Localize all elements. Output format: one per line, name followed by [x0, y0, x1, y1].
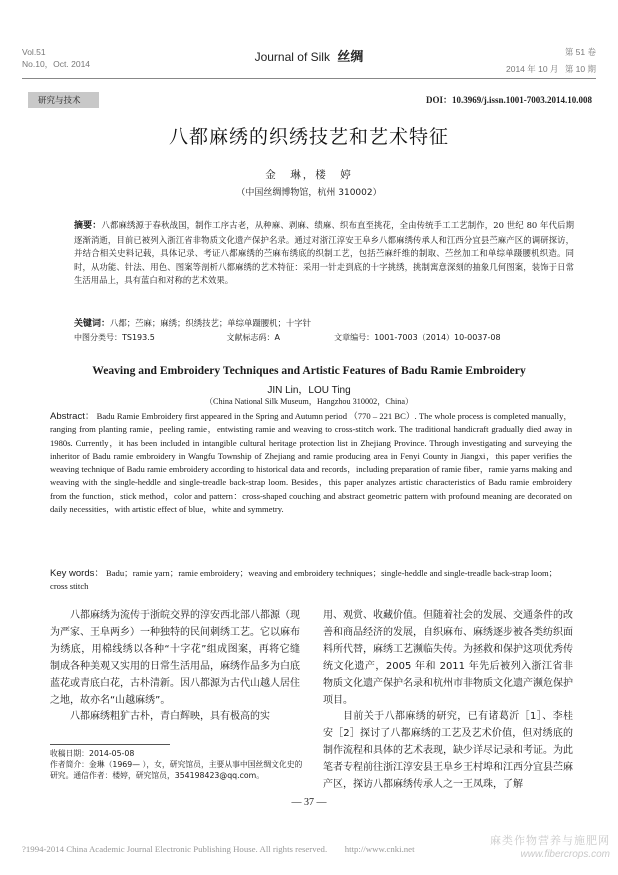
page-number: — 37 — — [291, 797, 327, 808]
article-title-en: Weaving and Embroidery Techniques and Artistic Features of Badu Ramie Embroidery — [92, 364, 526, 377]
clc-number: 中图分类号：TS193.5 — [74, 333, 155, 342]
keywords-en-text: Badu；ramie yarn；ramie embroidery；weaving and embroidery techniques；single-heddle and single-treadle back-strap loom；cross stitch — [50, 568, 558, 592]
affiliation-cn: （中国丝绸博物馆，杭州 310002） — [236, 188, 382, 198]
body-column-left — [50, 608, 300, 726]
body-column-right — [323, 608, 573, 794]
body-paragraph: 八都麻绣粗犷古朴，青白辉映，具有极高的实 — [70, 711, 270, 723]
abstract-cn — [74, 219, 574, 288]
body-paragraph: 八都麻绣为流传于浙皖交界的淳安西北部八都源（现为严家、王阜两乡）一种独特的民间刺绣工艺。它以麻布为绣底，用棉线绣以各种“十字花”组成图案，再将它缝制成各种美观又实用的日常生活用品，麻绣作品多为白底蓝花或青底白花，古朴清新。因八都源为古代山越人居住之地，故亦名“山越麻绣”。 — [50, 610, 300, 706]
body-paragraph: 目前关于八都麻绣的研究，已有诸葛沂［1］、李桂安［2］探讨了八都麻绣的工艺及艺术价值，但对绣底的制作流程和具体的艺术表现，缺少详尽记录和考证。为此笔者专程前往浙江淳安县王阜乡王村埠和江西分宜县苎麻产区，探访八都麻绣传承人之一王凤珠，了解 — [323, 711, 573, 791]
keywords-en-label: Key words： — [50, 568, 104, 579]
footnotes — [50, 748, 305, 781]
keywords-cn-label: 关键词： — [74, 319, 111, 329]
watermark-title: 麻类作物营养与施肥网 — [490, 835, 610, 847]
abstract-en-label: Abstract： — [50, 411, 95, 422]
author-note: 作者简介：金琳（1969— ），女，研究馆员，主要从事中国丝绸文化史的研究。通信作者：楼婷，研究馆员，354198423@qq.com。 — [50, 760, 303, 780]
keywords-en — [50, 567, 572, 594]
copyright-line: ?1994-2014 China Academic Journal Electronic Publishing House. All rights reserved. http://www.cnki.net — [22, 844, 415, 854]
doi: DOI：10.3969/j.issn.1001-7003.2014.10.008 — [425, 95, 592, 105]
header-volume-cn — [506, 46, 596, 75]
received-date: 收稿日期：2014-05-08 — [50, 749, 135, 758]
journal-logo-cn: 丝绸 — [337, 50, 364, 65]
header-vol-cn: 第 51 卷 — [564, 47, 596, 57]
header-rule — [22, 78, 596, 79]
journal-name-en: Journal of Silk — [254, 50, 330, 64]
affiliation-en: （China National Silk Museum，Hangzhou 310002，China） — [204, 397, 414, 406]
header-date-cn: 2014 年 10 月 — [505, 64, 559, 74]
authors-en: JIN Lin，LOU Ting — [267, 385, 351, 396]
abstract-en — [50, 410, 572, 516]
category-tag: 研究与技术 — [28, 92, 99, 108]
article-title-cn: 八都麻绣的织绣技艺和艺术特征 — [168, 126, 449, 148]
document-code: 文献标志码：A — [226, 333, 281, 342]
watermark-url: www.fibercrops.com — [520, 849, 610, 860]
body-paragraph: 用、观赏、收藏价值。但随着社会的发展、交通条件的改善和商品经济的发展，自织麻布、麻绣逐步被各类纺织面料所代替，麻绣工艺濒临失传。为拯救和保护这项优秀传统文化遗产，2005 年和 2011 年先后被列入浙江省非物质文化遗产保护名录和杭州市非物质文化遗产濒危保护项目。 — [323, 610, 573, 706]
abstract-cn-text: 八都麻绣源于春秋战国，制作工序古老，从种麻、剥麻、绩麻、织布直至挑花，全由传统手工工艺制作，20 世纪 80 年代后期逐渐消逝，目前已被列入浙江省非物质文化遗产保护名录。通过对浙江淳安王阜乡八都麻绣传承人和江西分宜县苎麻产区的调研探访，并结合相关史料记载，具体记录、考证八都麻绣的苎麻布绣底的织制工艺，包括苎麻纤维的制取、苎丝加工和单综单蹑腰机织造。同时，从功能、针法、用色、图案等剖析八都麻绣的艺术特征：采用一针走到底的十字挑绣，挑制寓意深刻的抽象几何图案，装饰于日常生活用品上，具有蓝白和对称的艺术效果。 — [74, 220, 574, 285]
keywords-cn-text: 八都；苎麻；麻绣；织绣技艺；单综单蹑腰机；十字针 — [110, 318, 312, 328]
header-vol-en: Vol.51 — [22, 47, 46, 57]
header-issue-en: No.10，Oct. 2014 — [22, 59, 91, 69]
footnote-rule — [50, 744, 170, 745]
classification-line — [74, 332, 501, 343]
abstract-en-text: Badu Ramie Embroidery first appeared in the Spring and Autumn period （770 – 221 BC）. The whole process is completed manually，ranging from planting ramie，peeling ramie，entwisting ramie and weaving to cross-stitch work. The traditional handicraft gradually died away in 1980s. Currently，it has been included in intangible cultural heritage protection list in Zhejiang Province. Through investigating and surveying the inheritor of Badu ramie embroidery in Wangfu Township of Zhejiang and ramie producing area in Fenyi County in Jiangxi，this paper verifies the weaving technique of Badu ramie embroidery according to historical data and records，including preparation of ramie fiber，ramie yarns making and weaving with the single-heddle and single-treadle back-strap loom. Besides，this paper analyzes artistic characteristics of Badu ramie embroidery from the function，stick method，color and pattern：cross-shaped couching and abstract geometric pattern with profound meaning are decorated on daily necessities，with artistic effect of blue，white and symmetry. — [50, 411, 572, 515]
keywords-cn — [74, 317, 574, 331]
site-watermark — [490, 834, 610, 862]
article-number: 文章编号：1001-7003（2014）10-0037-08 — [334, 333, 501, 342]
authors-cn: 金 琳，楼 婷 — [265, 169, 353, 181]
abstract-cn-label: 摘要： — [74, 221, 102, 231]
header-issue-cn: 第 10 期 — [564, 64, 596, 74]
